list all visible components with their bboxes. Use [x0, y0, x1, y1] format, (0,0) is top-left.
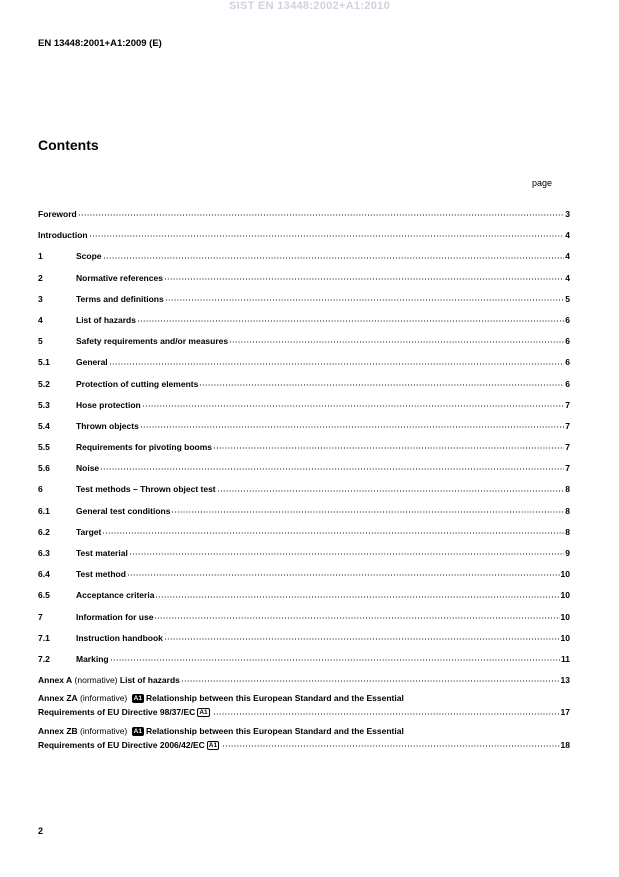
toc-page-number: 13	[560, 675, 570, 686]
dot-leader	[213, 704, 560, 715]
toc-page-number: 6	[565, 336, 570, 347]
toc-section-number: 5.1	[38, 357, 50, 368]
toc-list	[38, 206, 570, 665]
toc-section-number: 5.3	[38, 399, 50, 410]
toc-page-number: 8	[565, 505, 570, 516]
toc-title: Test methods – Thrown object test	[76, 484, 216, 495]
toc-section-number: 6.4	[38, 569, 50, 580]
toc-entry[interactable]	[38, 397, 570, 411]
toc-page-number: 10	[560, 632, 570, 643]
toc-page-number: 4	[565, 272, 570, 283]
toc-entry-annex-za[interactable]	[38, 693, 570, 718]
dot-leader	[164, 630, 560, 641]
toc-title: Test method	[76, 569, 126, 580]
toc-entry[interactable]	[38, 609, 570, 623]
annex-a-title: List of hazards	[119, 675, 180, 686]
toc-page-number: 10	[560, 611, 570, 622]
toc-entry[interactable]	[38, 312, 570, 326]
page-title: Contents	[38, 137, 99, 153]
toc-entry[interactable]	[38, 333, 570, 347]
annex-zb-type: (informative)	[77, 725, 130, 736]
dot-leader	[164, 270, 564, 281]
toc-section-number: 6	[38, 484, 43, 495]
toc-page-number: 10	[560, 569, 570, 580]
toc-section-number: 5.4	[38, 420, 50, 431]
toc-section-number: 5	[38, 336, 43, 347]
toc-page-number: 8	[565, 526, 570, 537]
toc-page-number: 4	[565, 251, 570, 262]
toc-section-number: 6.5	[38, 590, 50, 601]
toc-title: Instruction handbook	[76, 632, 163, 643]
annex-zb-prefix: Annex ZB	[38, 725, 78, 736]
dot-leader	[129, 545, 564, 556]
toc-page-number: 18	[560, 739, 570, 750]
dot-leader	[100, 460, 564, 471]
toc-page-number: 10	[560, 590, 570, 601]
toc-entry[interactable]	[38, 630, 570, 644]
toc-title: Target	[76, 526, 102, 537]
dot-leader	[127, 566, 560, 577]
dot-leader	[102, 524, 564, 535]
watermark: SIST EN 13448:2002+A1:2010	[229, 0, 390, 12]
toc-page-number: 7	[565, 463, 570, 474]
toc-section-number: 5.5	[38, 442, 50, 453]
dot-leader	[103, 248, 565, 259]
toc-title: Acceptance criteria	[76, 590, 155, 601]
toc-title: Terms and definitions	[76, 293, 164, 304]
toc-entry[interactable]	[38, 460, 570, 474]
dot-leader	[165, 291, 565, 302]
annex-zb-title-line2: Requirements of EU Directive 2006/42/EC	[38, 739, 205, 750]
toc-page-number: 9	[565, 548, 570, 558]
toc-page-number: 7	[565, 442, 570, 453]
toc-section-number: 6.2	[38, 526, 50, 537]
amendment-end-marker-icon: A1	[208, 741, 218, 749]
toc-entry[interactable]	[38, 376, 570, 390]
toc-entry[interactable]	[38, 270, 570, 284]
toc-section-number: 7	[38, 611, 43, 622]
toc-page-number: 6	[565, 357, 570, 368]
toc-entry[interactable]	[38, 587, 570, 601]
toc-page-number: 6	[565, 314, 570, 325]
toc-entry[interactable]	[38, 418, 570, 432]
dot-leader	[229, 333, 564, 344]
annex-za-title: Relationship between this European Standard and the Essential	[145, 693, 404, 704]
toc-title: Safety requirements and/or measures	[76, 336, 229, 347]
dot-leader	[109, 354, 565, 365]
toc-section-number: 6.3	[38, 548, 50, 558]
toc-section-number: 5.2	[38, 378, 50, 389]
toc-section-number: 5.6	[38, 463, 50, 474]
toc-section-number: 4	[38, 314, 43, 325]
toc-entry[interactable]	[38, 566, 570, 580]
toc-entry[interactable]	[38, 481, 570, 495]
toc-title: Foreword	[38, 209, 77, 219]
dot-leader	[181, 672, 560, 683]
annex-zb-title: Relationship between this European Standard and the Essential	[145, 725, 404, 736]
annex-za-prefix: Annex ZA	[38, 693, 78, 704]
table-of-contents	[38, 206, 570, 758]
annex-a-prefix: Annex A	[38, 675, 73, 686]
toc-page-number: 17	[560, 707, 570, 718]
toc-section-number: 6.1	[38, 505, 50, 516]
toc-page-number: 6	[565, 378, 570, 389]
toc-page-number: 3	[565, 209, 570, 219]
toc-entry[interactable]	[38, 206, 570, 220]
dot-leader	[137, 312, 564, 323]
amendment-start-marker-icon: A1	[133, 695, 142, 703]
toc-title: Scope	[76, 251, 102, 262]
toc-title: General test conditions	[76, 505, 171, 516]
toc-entry[interactable]	[38, 503, 570, 517]
dot-leader	[155, 587, 559, 598]
toc-section-number: 7.1	[38, 632, 50, 643]
dot-leader	[78, 206, 565, 217]
dot-leader	[154, 609, 559, 620]
toc-page-number: 4	[565, 230, 570, 241]
toc-entry[interactable]	[38, 651, 570, 665]
dot-leader	[222, 737, 559, 748]
toc-title: Introduction	[38, 230, 88, 241]
toc-section-number: 1	[38, 251, 43, 262]
dot-leader	[110, 651, 560, 662]
page-number: 2	[38, 826, 44, 836]
toc-entry[interactable]	[38, 291, 570, 305]
annex-a-label	[38, 675, 180, 686]
toc-entry[interactable]	[38, 227, 570, 241]
toc-entry[interactable]	[38, 524, 570, 538]
toc-page-number: 8	[565, 484, 570, 495]
annex-za-type: (informative)	[77, 693, 130, 704]
toc-entry-annex-zb[interactable]	[38, 726, 570, 751]
toc-entry[interactable]	[38, 545, 570, 559]
toc-page-number: 5	[565, 293, 570, 304]
toc-page-number: 11	[561, 653, 570, 664]
toc-title: List of hazards	[76, 314, 136, 325]
dot-leader	[213, 439, 564, 450]
toc-title: Normative references	[76, 272, 163, 283]
toc-page-number: 7	[565, 399, 570, 410]
toc-title: Marking	[76, 653, 109, 664]
amendment-end-marker-icon: A1	[199, 709, 208, 717]
toc-page-number: 7	[565, 420, 570, 431]
toc-title: Noise	[76, 463, 100, 474]
toc-title: Thrown objects	[76, 420, 139, 431]
dot-leader	[199, 376, 564, 387]
dot-leader	[140, 418, 564, 429]
annex-za-title-line2: Requirements of EU Directive 98/37/EC	[38, 707, 196, 718]
dot-leader	[142, 397, 565, 408]
dot-leader	[171, 503, 564, 514]
toc-title: Hose protection	[76, 399, 141, 410]
toc-title: Protection of cutting elements	[76, 378, 199, 389]
annex-a-type: (normative)	[72, 675, 120, 686]
toc-section-number: 7.2	[38, 653, 50, 664]
toc-entry[interactable]	[38, 354, 570, 368]
page-column-label: page	[532, 178, 553, 188]
toc-title: Test material	[76, 548, 128, 558]
toc-section-number: 3	[38, 293, 43, 304]
toc-entry-annex-a[interactable]	[38, 672, 570, 686]
dot-leader	[89, 227, 565, 238]
dot-leader	[217, 481, 565, 492]
toc-title: Requirements for pivoting booms	[76, 442, 213, 453]
toc-title: Information for use	[76, 611, 154, 622]
toc-section-number: 2	[38, 272, 43, 283]
document-header: EN 13448:2001+A1:2009 (E)	[38, 38, 162, 49]
amendment-start-marker-icon: A1	[133, 727, 142, 735]
toc-entry[interactable]	[38, 248, 570, 262]
toc-entry[interactable]	[38, 439, 570, 453]
toc-title: General	[76, 357, 108, 368]
